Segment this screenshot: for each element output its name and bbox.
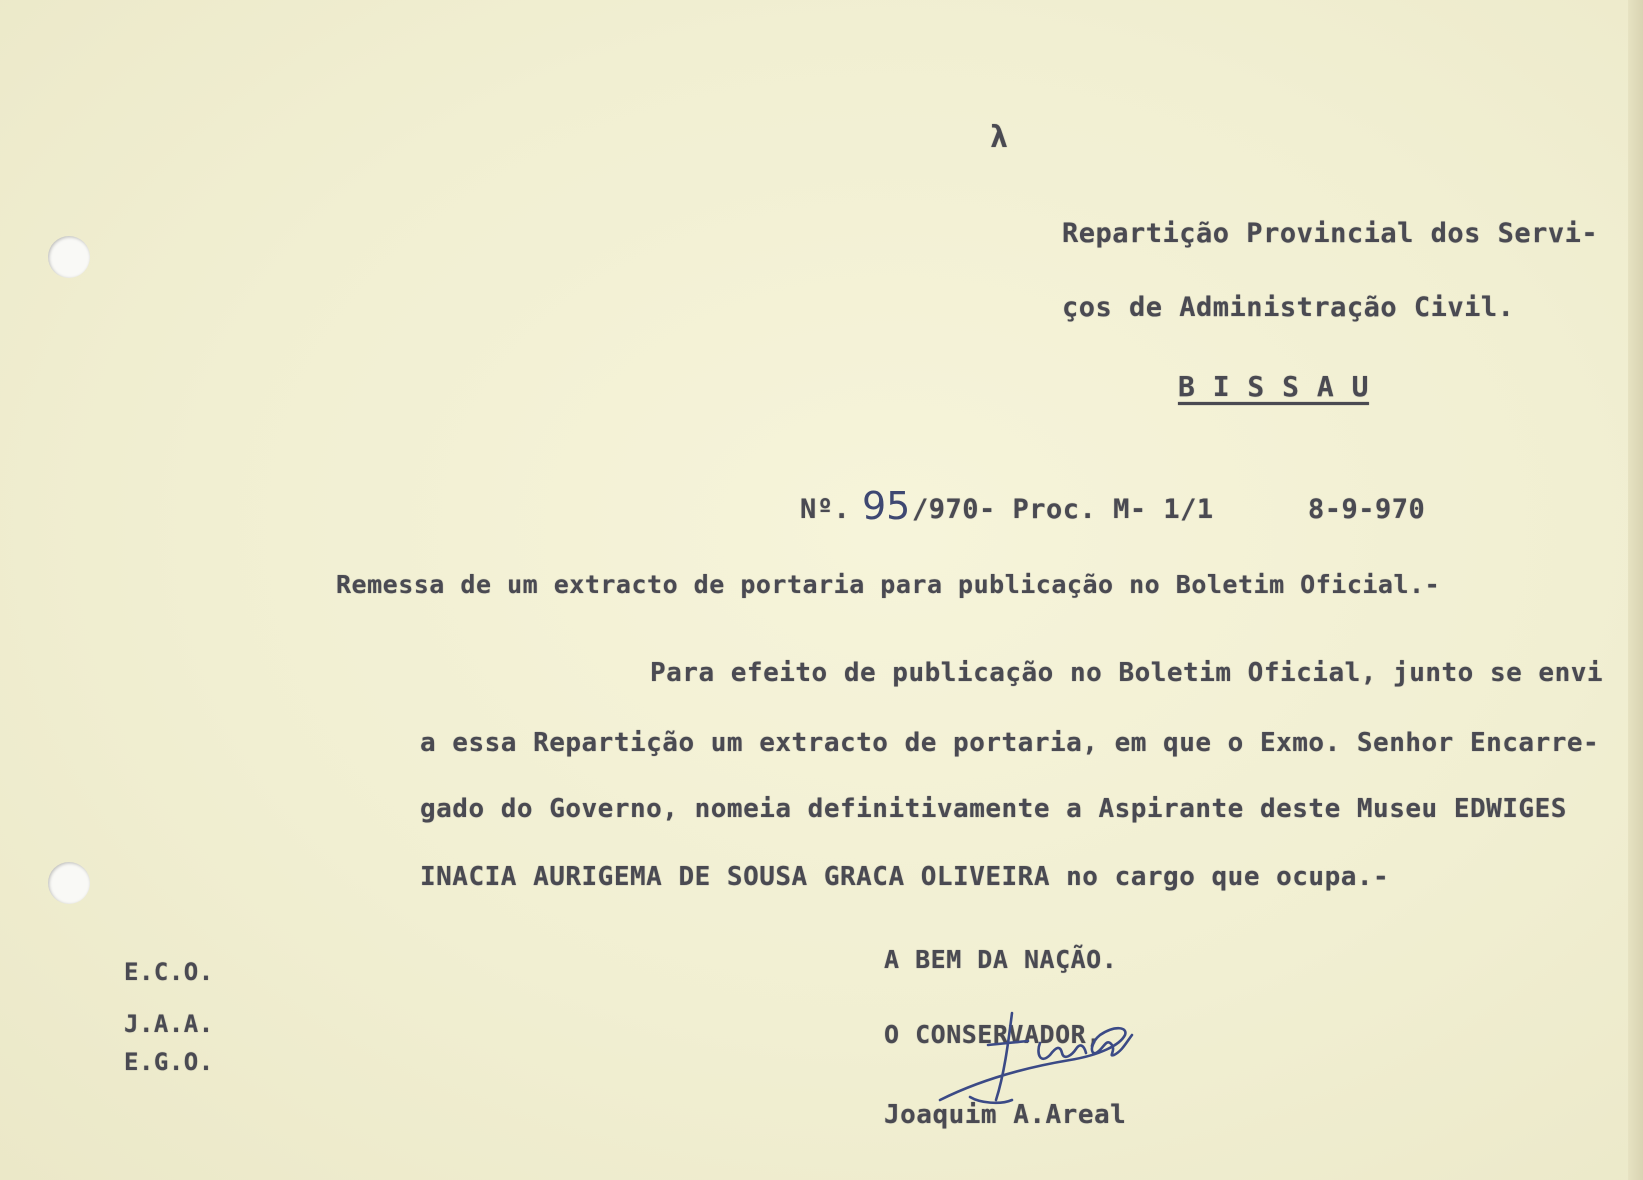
reference-prefix: Nº. bbox=[800, 494, 851, 525]
body-line-3: gado do Governo, nomeia definitivamente a Aspirante deste Museu EDWIGES bbox=[420, 794, 1567, 824]
paper-edge bbox=[1628, 0, 1643, 1180]
punch-hole-bottom bbox=[48, 862, 90, 904]
closing-salutation: A BEM DA NAÇÃO. bbox=[884, 945, 1118, 974]
reference-date: 8-9-970 bbox=[1308, 494, 1426, 525]
handwritten-signature bbox=[900, 1005, 1160, 1115]
punch-hole-top bbox=[48, 236, 90, 278]
addressee-line-1: Repartição Provincial dos Servi- bbox=[1062, 218, 1599, 249]
body-line-2: a essa Repartição um extracto de portaria, em que o Exmo. Senhor Encarre- bbox=[420, 728, 1600, 758]
body-line-4: INACIA AURIGEMA DE SOUSA GRACA OLIVEIRA no cargo que ocupa.- bbox=[420, 862, 1390, 892]
addressee-line-2: ços de Administração Civil. bbox=[1062, 292, 1515, 323]
reference-process: /970- Proc. M- 1/1 bbox=[912, 494, 1214, 525]
initials-line-3: E.G.O. bbox=[124, 1048, 214, 1076]
subject-line: Remessa de um extracto de portaria para publicação no Boletim Oficial.- bbox=[336, 570, 1441, 599]
top-mark: λ bbox=[990, 120, 1009, 155]
reference-number: 95 bbox=[862, 484, 911, 528]
body-line-1: Para efeito de publicação no Boletim Oficial, junto se envi bbox=[650, 658, 1604, 688]
initials-line-1: E.C.O. bbox=[124, 958, 214, 986]
addressee-city: B I S S A U bbox=[1178, 370, 1369, 403]
signatory-name: Joaquim A.Areal bbox=[884, 1100, 1127, 1130]
closing-title: O CONSERVADOR, bbox=[884, 1020, 1102, 1049]
initials-line-2: J.A.A. bbox=[124, 1010, 214, 1038]
